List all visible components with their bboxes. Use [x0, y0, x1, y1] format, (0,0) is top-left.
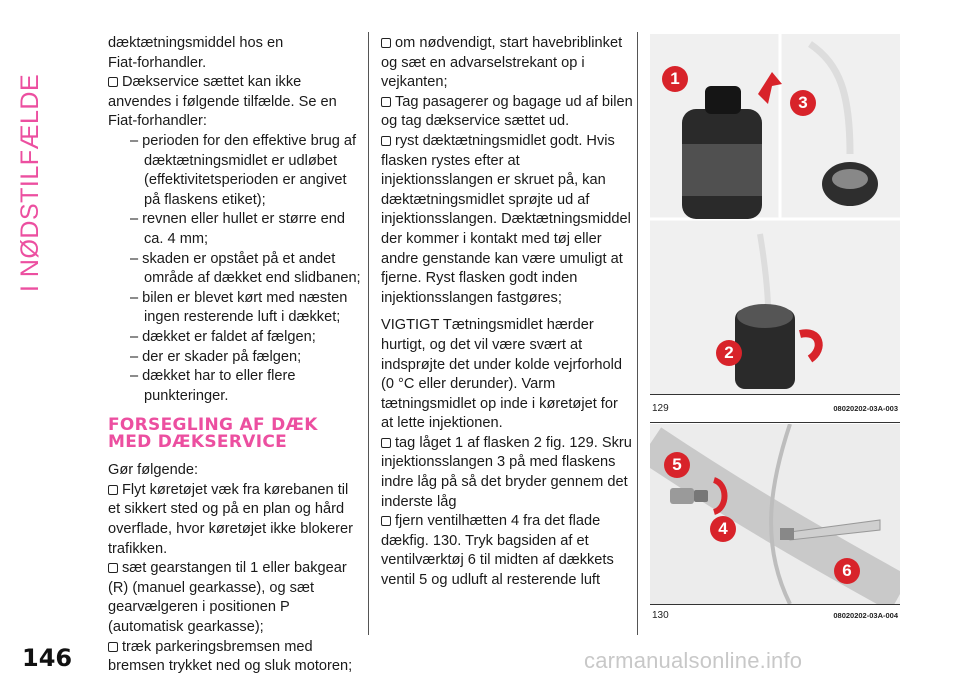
bullet-item: Tag pasagerer og bagage ud af bilen og tag dækservice sættet ud.	[381, 93, 633, 130]
callout-5: 5	[664, 452, 690, 478]
figure-129	[650, 34, 900, 394]
column-divider-left	[368, 32, 369, 635]
column-divider-right	[637, 32, 638, 635]
watermark: carmanualsonline.info	[584, 648, 803, 673]
column-2	[381, 34, 633, 591]
page-number: 146	[22, 644, 73, 672]
figure-130-illustration	[650, 424, 900, 604]
callout-1: 1	[662, 66, 688, 92]
checkbox-bullet-icon	[381, 38, 391, 48]
checkbox-bullet-icon	[108, 77, 118, 87]
figure-129-bottom-rule	[650, 422, 900, 423]
figure-130-code: 08020202-03A-004	[833, 611, 898, 620]
intro-line-2: Fiat-forhandler.	[108, 54, 207, 71]
callout-3: 3	[790, 90, 816, 116]
warning-note: VIGTIGT Tætningsmidlet hærder hurtigt, og det vil være svært at indsprøjte det under kolde vejrforhold (0 °C eller derunder). Varm tætningsmidlet op inde i køretøjet for at lette injektionen.	[381, 317, 622, 432]
checkbox-bullet-icon	[381, 516, 391, 526]
checkbox-bullet-icon	[381, 97, 391, 107]
bullet-item: Flyt køretøjet væk fra kørebanen til et sikkert sted og på en plan og hård overflade, hvor køretøjet ikke blokerer trafikken.	[108, 481, 353, 557]
dash-item: – dækket er faldet af fælgen;	[130, 328, 316, 345]
figure-130	[650, 424, 900, 604]
bullet-item: træk parkeringsbremsen med bremsen trykket ned og sluk motoren;	[108, 638, 353, 675]
bullet-item: om nødvendigt, start havebriblinket og sæt en advarselstrekant op i vejkanten;	[381, 35, 623, 91]
dash-item: – skaden er opstået på et andet område af dækket end slidbanen;	[130, 250, 361, 287]
dash-item: – bilen er blevet kørt med næsten ingen resterende luft i dækket;	[130, 289, 348, 326]
figure-129-number: 129	[652, 403, 669, 414]
figure-130-caption-rule	[650, 604, 900, 605]
checkbox-bullet-icon	[108, 485, 118, 495]
dash-item: – der er skader på fælgen;	[130, 348, 302, 365]
intro-line-1: dæktætningsmiddel hos en	[108, 35, 284, 51]
callout-2: 2	[716, 340, 742, 366]
dash-item: – dækket har to eller flere punkteringer.	[130, 368, 296, 404]
checkbox-bullet-icon	[108, 563, 118, 573]
dash-item: – perioden for den effektive brug af dæktætningsmidlet er udløbet (effektivitetsperioden er angivet på flaskens etiket);	[130, 132, 357, 208]
steps-intro: Gør følgende:	[108, 462, 199, 479]
section-title-text: I NØDSTILFÆLDE	[16, 73, 44, 292]
bullet-item: ryst dæktætningsmidlet godt. Hvis flasken rystes efter at injektionsslangen er skruet på, kan dæktætningsmidlet sprøjte ud af injektionsslangen. Dæktætningsmiddel der kommer i kontakt med tøj eller andre genstande kan være umuligt at fjerne. Ryst flasken godt inden injektionsslangen fastgøres;	[381, 132, 631, 306]
bullet-item: fjern ventilhætten 4 fra det flade dækfig. 130. Tryk bagsiden af et ventilværktøj 6 til midten af dækkets ventil 5 og udluft al resterende luft	[381, 513, 614, 589]
callout-6: 6	[834, 558, 860, 584]
checkbox-bullet-icon	[108, 642, 118, 652]
checkbox-bullet-icon	[381, 438, 391, 448]
bullet-item: Dækservice sættet kan ikke anvendes i følgende tilfælde. Se en Fiat-forhandler:	[108, 74, 337, 130]
checkbox-bullet-icon	[381, 136, 391, 146]
dash-item: – revnen eller hullet er større end ca. 4 mm;	[130, 211, 345, 247]
section-heading: FORSEGLING AF DÆK MED DÆKSERVICE	[108, 415, 318, 453]
bullet-item: sæt gearstangen til 1 eller bakgear (R) (manuel gearkasse), og sæt gearvælgeren i positionen P (automatisk gearkasse);	[108, 560, 347, 636]
figure-130-number: 130	[652, 610, 669, 621]
section-title	[6, 30, 46, 330]
figure-129-illustration	[650, 34, 900, 394]
callout-4: 4	[710, 516, 736, 542]
figure-129-caption-rule	[650, 394, 900, 395]
figure-129-code: 08020202-03A-003	[833, 404, 898, 413]
bullet-item: tag låget 1 af flasken 2 fig. 129. Skru injektionsslangen 3 på med flaskens indre låg på så det bryder gennem det inderste låg	[381, 434, 632, 510]
column-1	[108, 34, 364, 677]
